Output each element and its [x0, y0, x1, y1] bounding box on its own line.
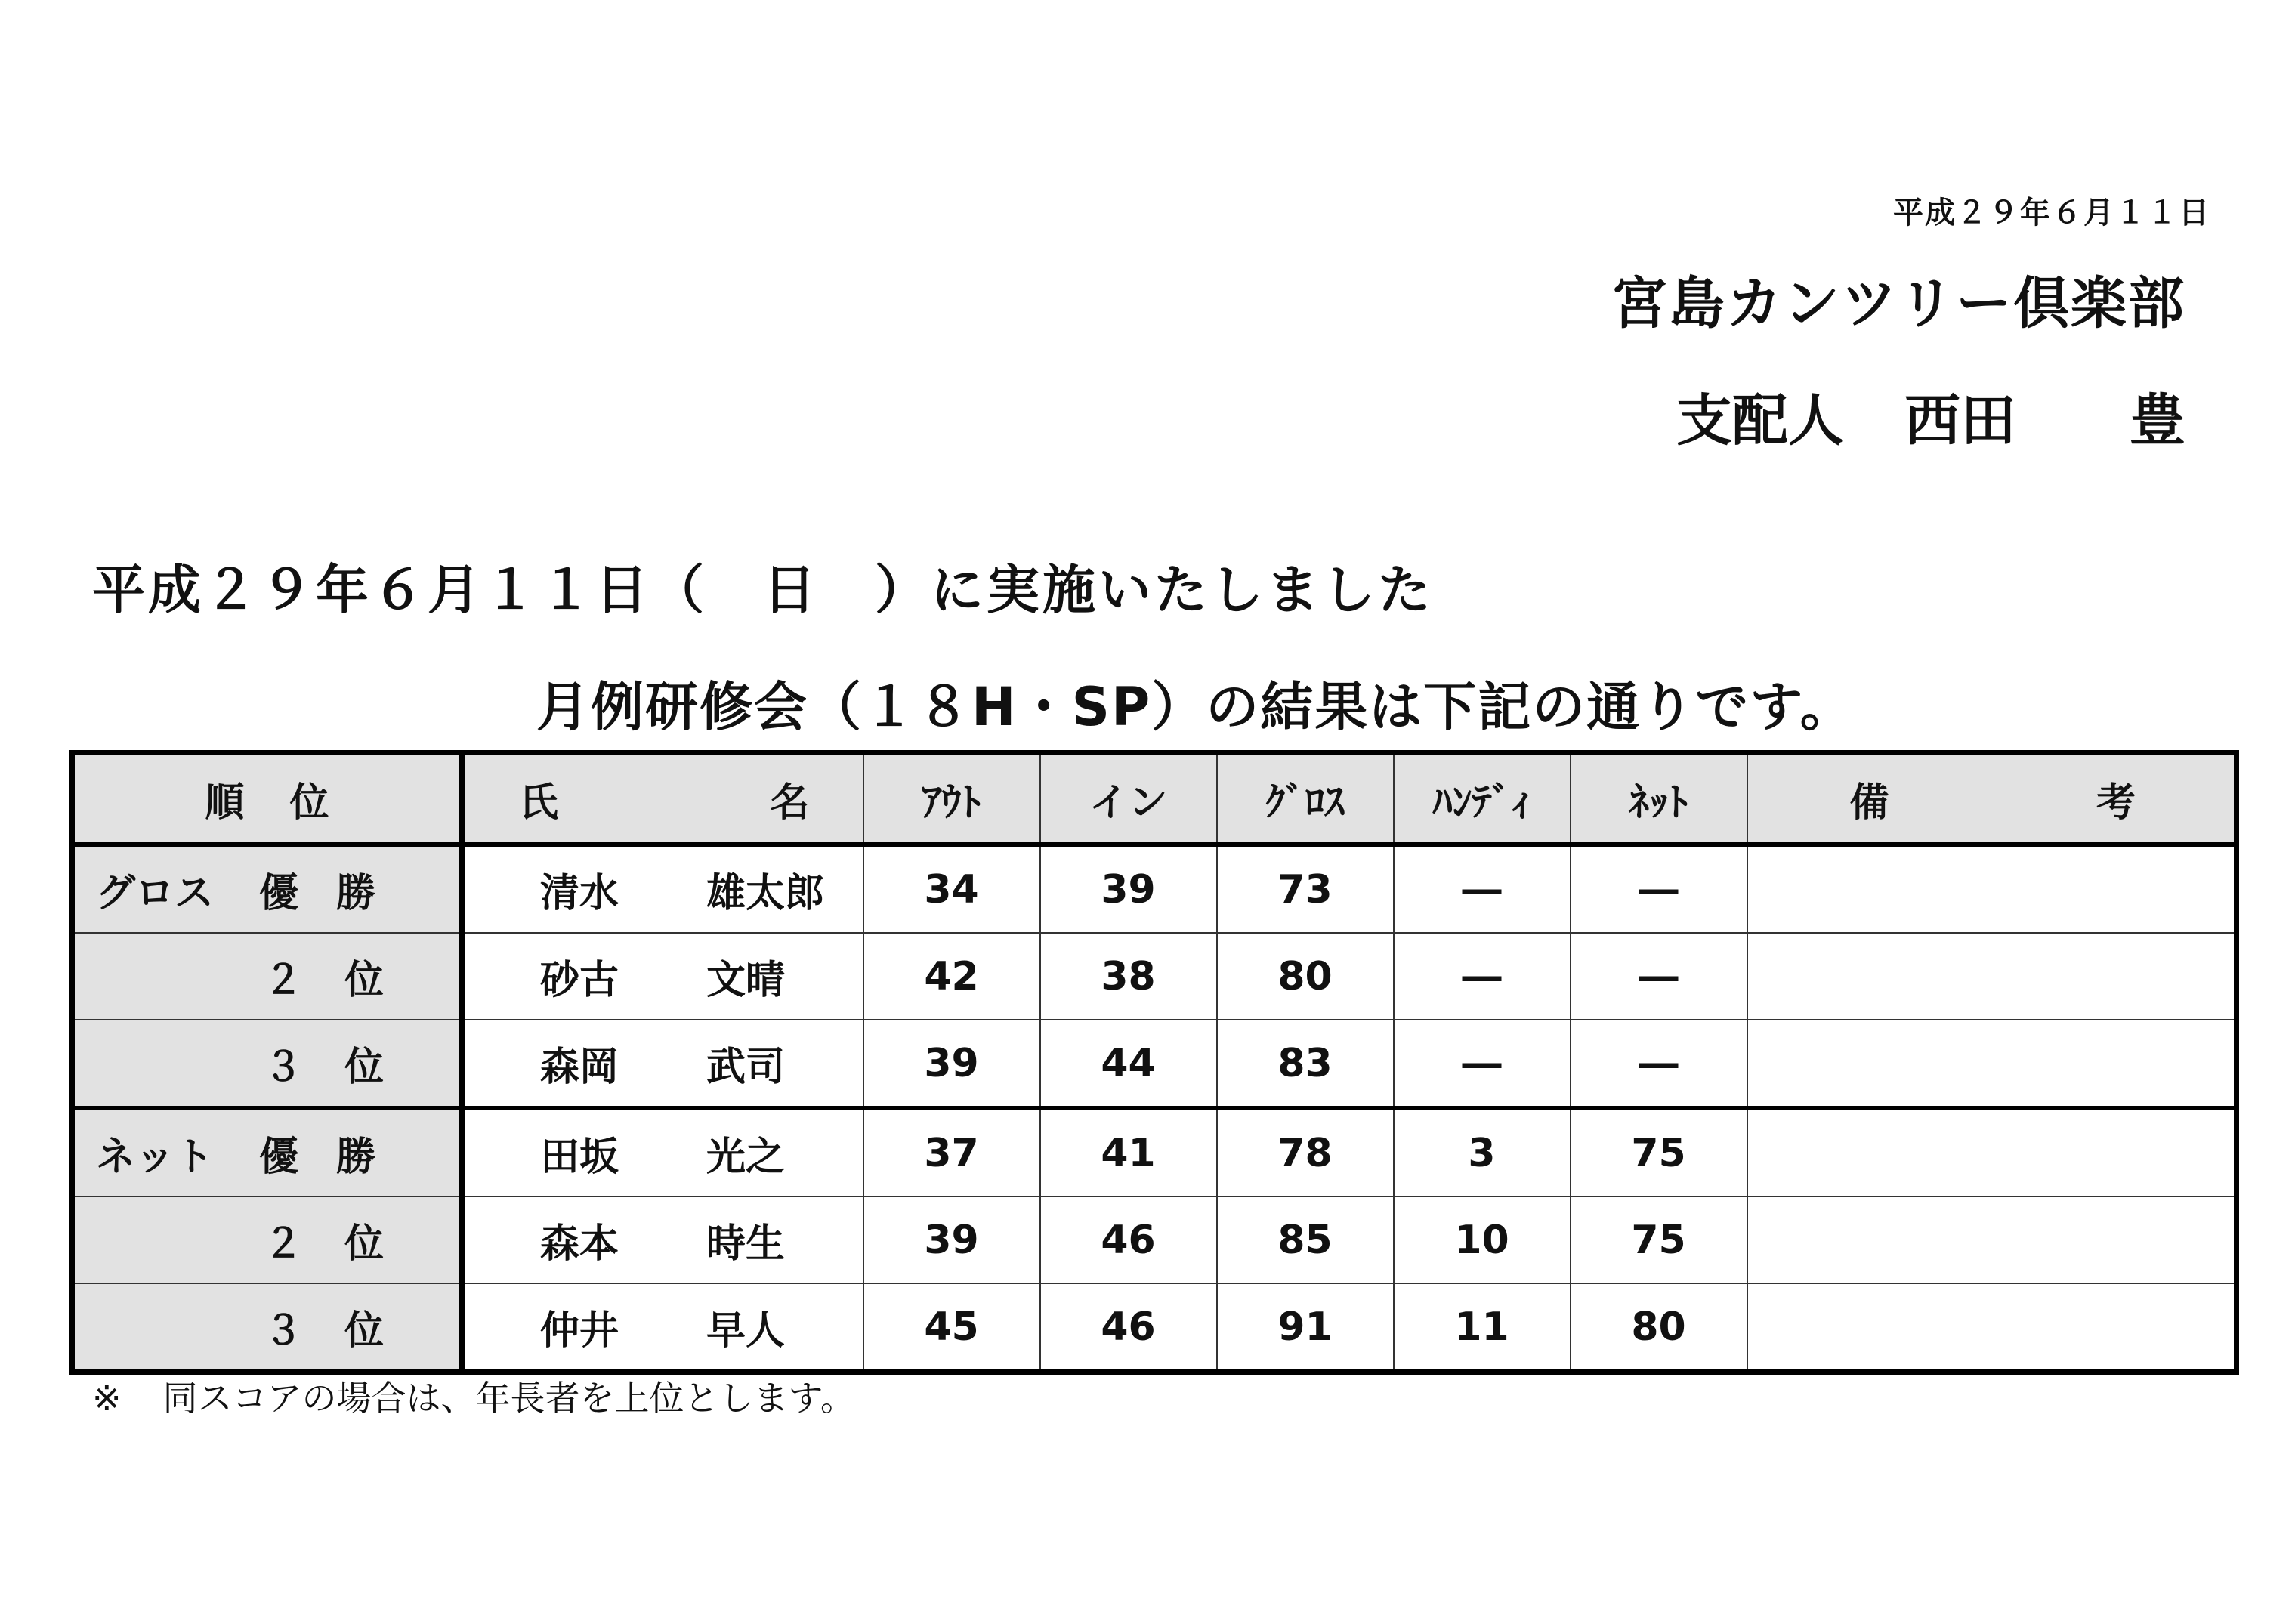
footnote — [92, 1371, 855, 1421]
gross-cell: 85 — [1217, 1196, 1394, 1283]
rank-number: ２ — [264, 1221, 304, 1267]
header-in: イン — [1040, 753, 1217, 845]
rank-number: ３ — [264, 1308, 304, 1354]
rank-label-c: 勝 — [336, 1135, 376, 1180]
club-name: 宮島カンツリー倶楽部 — [1611, 271, 2185, 336]
handicap-cell: ― — [1394, 933, 1571, 1020]
name-cell — [462, 933, 863, 1020]
rank-suffix: 位 — [344, 1308, 385, 1354]
table-row — [73, 1283, 2237, 1372]
header-rank-a: 順 — [205, 780, 245, 826]
manager-signature — [1676, 376, 2185, 456]
remarks-cell — [1747, 933, 2237, 1020]
manager-title: 支配人 — [1676, 388, 1844, 453]
name-cell — [462, 1108, 863, 1196]
rank-suffix: 位 — [344, 958, 385, 1003]
in-cell: 41 — [1040, 1108, 1217, 1196]
remarks-cell — [1747, 844, 2237, 933]
gross-cell: 91 — [1217, 1283, 1394, 1372]
remarks-cell — [1747, 1108, 2237, 1196]
gross-cell: 73 — [1217, 844, 1394, 933]
net-cell: 80 — [1571, 1283, 1747, 1372]
header-rank-b: 位 — [289, 780, 329, 826]
in-cell: 44 — [1040, 1020, 1217, 1108]
gross-cell: 78 — [1217, 1108, 1394, 1196]
gross-cell: 80 — [1217, 933, 1394, 1020]
handicap-cell: ― — [1394, 1020, 1571, 1108]
reference-mark: ※ — [92, 1378, 122, 1419]
out-cell: 45 — [863, 1283, 1040, 1372]
footnote-text: 同スコアの場合は、年長者を上位とします。 — [162, 1378, 855, 1419]
table-row — [73, 1108, 2237, 1196]
name-last: 森本 — [540, 1221, 619, 1267]
header-name-a: 氏 — [519, 780, 559, 826]
table-header-row — [73, 753, 2237, 845]
rank-cell — [73, 844, 462, 933]
intro-line-2: 月例研修会（１８H・SP）の結果は下記の通りです。 — [536, 676, 1855, 738]
header-remarks — [1747, 753, 2237, 845]
rank-suffix: 位 — [344, 1045, 385, 1090]
net-cell: 75 — [1571, 1108, 1747, 1196]
name-first: 武司 — [706, 1045, 786, 1090]
remarks-cell — [1747, 1196, 2237, 1283]
rank-cell — [73, 1196, 462, 1283]
name-first: 時生 — [706, 1221, 786, 1267]
header-name — [462, 753, 863, 845]
name-cell — [462, 1283, 863, 1372]
remarks-cell — [1747, 1020, 2237, 1108]
table-row — [73, 844, 2237, 933]
handicap-cell: 11 — [1394, 1283, 1571, 1372]
net-cell: ― — [1571, 1020, 1747, 1108]
rank-cell — [73, 1020, 462, 1108]
name-last: 森岡 — [540, 1045, 619, 1090]
handicap-cell: 10 — [1394, 1196, 1571, 1283]
rank-cell — [73, 1108, 462, 1196]
net-cell: ― — [1571, 933, 1747, 1020]
header-handicap: ﾊﾝﾃﾞｨ — [1394, 753, 1571, 845]
out-cell: 39 — [863, 1196, 1040, 1283]
intro-line-1: 平成２９年６月１１日（ 日 ）に実施いたしました — [92, 559, 1434, 621]
out-cell: 37 — [863, 1108, 1040, 1196]
manager-last-name: 西田 — [1904, 388, 2016, 453]
name-first: 雄太郎 — [706, 871, 825, 916]
in-cell: 46 — [1040, 1283, 1217, 1372]
gross-cell: 83 — [1217, 1020, 1394, 1108]
rank-label-b: 優 — [259, 1135, 299, 1180]
table-row — [73, 1020, 2237, 1108]
table-row — [73, 1196, 2237, 1283]
rank-number: ３ — [264, 1045, 304, 1090]
rank-label-c: 勝 — [336, 871, 376, 916]
results-table — [69, 750, 2239, 1375]
in-cell: 39 — [1040, 844, 1217, 933]
name-last: 清水 — [540, 871, 619, 916]
header-out: ｱｳﾄ — [863, 753, 1040, 845]
header-remarks-a: 備 — [1849, 780, 1889, 826]
rank-label-a: グロス — [96, 871, 215, 916]
net-cell: 75 — [1571, 1196, 1747, 1283]
rank-label-a: ネット — [96, 1135, 215, 1180]
header-rank — [73, 753, 462, 845]
header-gross: ｸﾞﾛｽ — [1217, 753, 1394, 845]
rank-cell — [73, 1283, 462, 1372]
rank-label-b: 優 — [259, 871, 299, 916]
manager-first-name: 豊 — [2130, 388, 2185, 453]
header-name-b: 名 — [770, 780, 810, 826]
out-cell: 42 — [863, 933, 1040, 1020]
in-cell: 38 — [1040, 933, 1217, 1020]
name-cell — [462, 844, 863, 933]
name-first: 文晴 — [706, 958, 786, 1003]
document-date: 平成２９年６月１１日 — [1893, 196, 2210, 230]
out-cell: 39 — [863, 1020, 1040, 1108]
name-cell — [462, 1196, 863, 1283]
name-last: 田坂 — [540, 1135, 619, 1180]
rank-suffix: 位 — [344, 1221, 385, 1267]
header-net: ﾈｯﾄ — [1571, 753, 1747, 845]
net-cell: ― — [1571, 844, 1747, 933]
table-row — [73, 933, 2237, 1020]
name-last: 仲井 — [540, 1308, 619, 1354]
handicap-cell: 3 — [1394, 1108, 1571, 1196]
name-first: 光之 — [706, 1135, 786, 1180]
in-cell: 46 — [1040, 1196, 1217, 1283]
name-last: 砂古 — [540, 958, 619, 1003]
name-cell — [462, 1020, 863, 1108]
remarks-cell — [1747, 1283, 2237, 1372]
rank-number: ２ — [264, 958, 304, 1003]
rank-cell — [73, 933, 462, 1020]
out-cell: 34 — [863, 844, 1040, 933]
header-remarks-b: 考 — [2096, 780, 2136, 826]
name-first: 早人 — [706, 1308, 786, 1354]
handicap-cell: ― — [1394, 844, 1571, 933]
